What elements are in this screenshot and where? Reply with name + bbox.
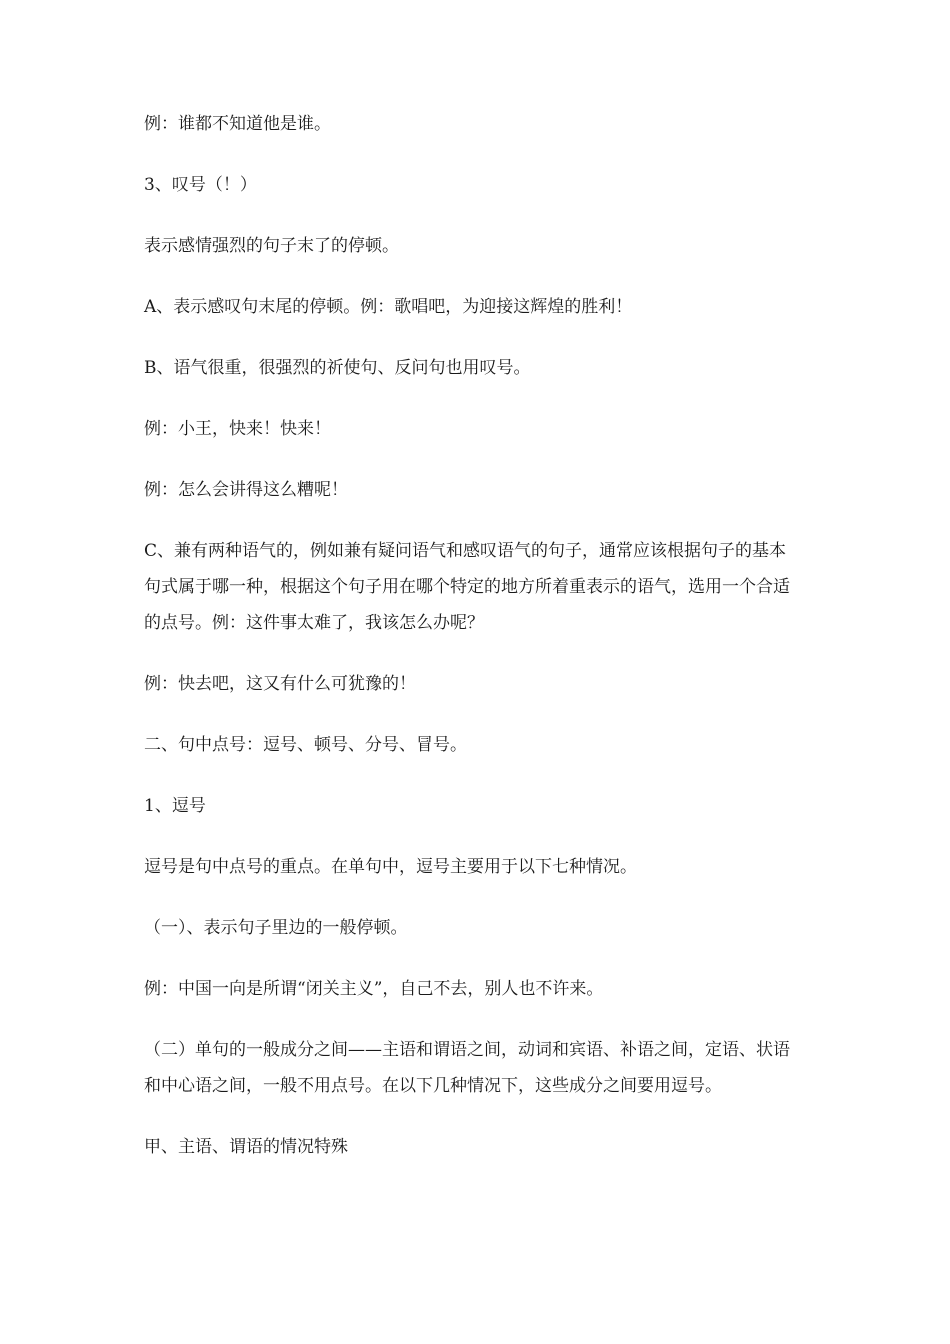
- paragraph-comma-intro: 逗号是句中点号的重点。在单句中，逗号主要用于以下七种情况。: [144, 857, 637, 877]
- paragraph-example-china: 例：中国一向是所谓“闭关主义”，自己不去，别人也不许来。: [144, 979, 604, 999]
- paragraph-example-xiaowang: 例：小王，快来！快来！: [144, 419, 331, 439]
- heading-mid-sentence-marks: 二、句中点号：逗号、顿号、分号、冒号。: [144, 735, 467, 755]
- paragraph-example-who: 例：谁都不知道他是谁。: [144, 114, 331, 134]
- heading-comma: 1、逗号: [144, 796, 206, 816]
- paragraph-rule-b: B、语气很重，很强烈的祈使句、反问句也用叹号。: [144, 358, 531, 378]
- paragraph-example-kuaiqu: 例：快去吧，这又有什么可犹豫的！: [144, 674, 416, 694]
- document-body: [144, 106, 806, 1190]
- paragraph-sub-jia: 甲、主语、谓语的情况特殊: [144, 1137, 348, 1157]
- paragraph-rule-two: （二）单句的一般成分之间——主语和谓语之间，动词和宾语、补语之间，定语、状语和中心语之间，一般不用点号。在以下几种情况下，这些成分之间要用逗号。: [144, 1040, 790, 1096]
- paragraph-example-zaogao: 例：怎么会讲得这么糟呢！: [144, 480, 348, 500]
- paragraph-rule-c: C、兼有两种语气的，例如兼有疑问语气和感叹语气的句子，通常应该根据句子的基本 句式属于哪一种，根据这个句子用在哪个特定的地方所着重表示的语气，选用一个合适的点号。例：这件事太难了，我该怎么办呢？: [144, 541, 804, 633]
- paragraph-rule-one: （一）、表示句子里边的一般停顿。: [144, 918, 408, 938]
- heading-exclamation-mark: 3、叹号（！）: [144, 175, 257, 195]
- paragraph-exclamation-definition: 表示感情强烈的句子末了的停顿。: [144, 236, 399, 256]
- paragraph-rule-a: A、表示感叹句末尾的停顿。例：歌唱吧，为迎接这辉煌的胜利！: [144, 297, 633, 317]
